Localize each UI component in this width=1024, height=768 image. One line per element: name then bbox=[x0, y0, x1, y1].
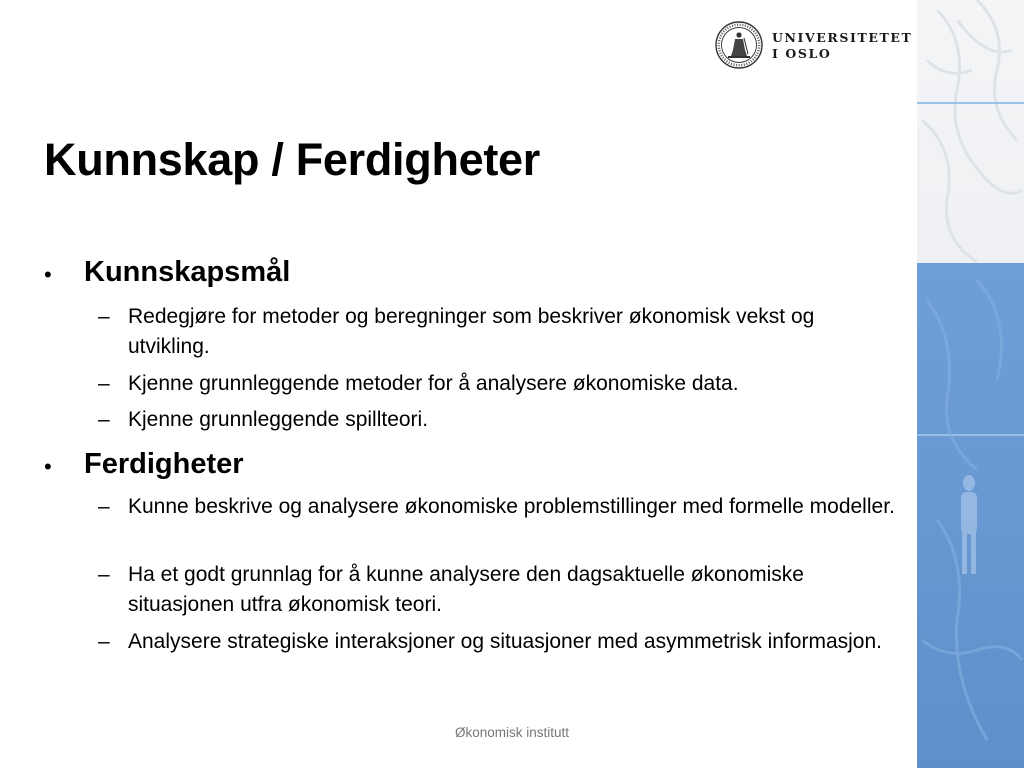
list-item: Kunne beskrive og analysere økonomiske problemstillinger med formelle modeller. bbox=[128, 495, 895, 518]
list-item: Ha et godt grunnlag for å kunne analysere den dagsaktuelle økonomiske situasjonen utfra økonomisk teori. bbox=[128, 563, 804, 616]
list-item: Analysere strategiske interaksjoner og situasjoner med asymmetrisk informasjon. bbox=[128, 630, 882, 653]
dash-marker: – bbox=[98, 372, 110, 395]
dash-marker: – bbox=[98, 408, 110, 431]
list-item: Redegjøre for metoder og beregninger som beskriver økonomisk vekst og utvikling. bbox=[128, 305, 815, 358]
section-heading: Kunnskapsmål bbox=[84, 256, 291, 288]
dash-marker: – bbox=[98, 630, 110, 653]
university-name bbox=[772, 30, 912, 62]
slide-title: Kunnskap / Ferdigheter bbox=[44, 134, 540, 185]
bullet-dot: • bbox=[44, 262, 52, 287]
dash-marker: – bbox=[98, 563, 110, 586]
dash-marker: – bbox=[98, 495, 110, 518]
list-item: Kjenne grunnleggende metoder for å analysere økonomiske data. bbox=[128, 372, 739, 395]
decorative-strip bbox=[917, 0, 1024, 768]
footer-text: Økonomisk institutt bbox=[454, 725, 570, 740]
university-name-line2: I OSLO bbox=[772, 46, 832, 61]
bullet-dot: • bbox=[44, 454, 52, 479]
strip-pattern-graphic bbox=[917, 0, 1024, 768]
dash-marker: – bbox=[98, 305, 110, 328]
university-logo bbox=[714, 20, 913, 72]
university-name-line1: UNIVERSITETET bbox=[772, 30, 913, 45]
uio-seal-icon bbox=[714, 20, 764, 70]
section-heading: Ferdigheter bbox=[84, 448, 244, 480]
list-item: Kjenne grunnleggende spillteori. bbox=[128, 408, 429, 431]
